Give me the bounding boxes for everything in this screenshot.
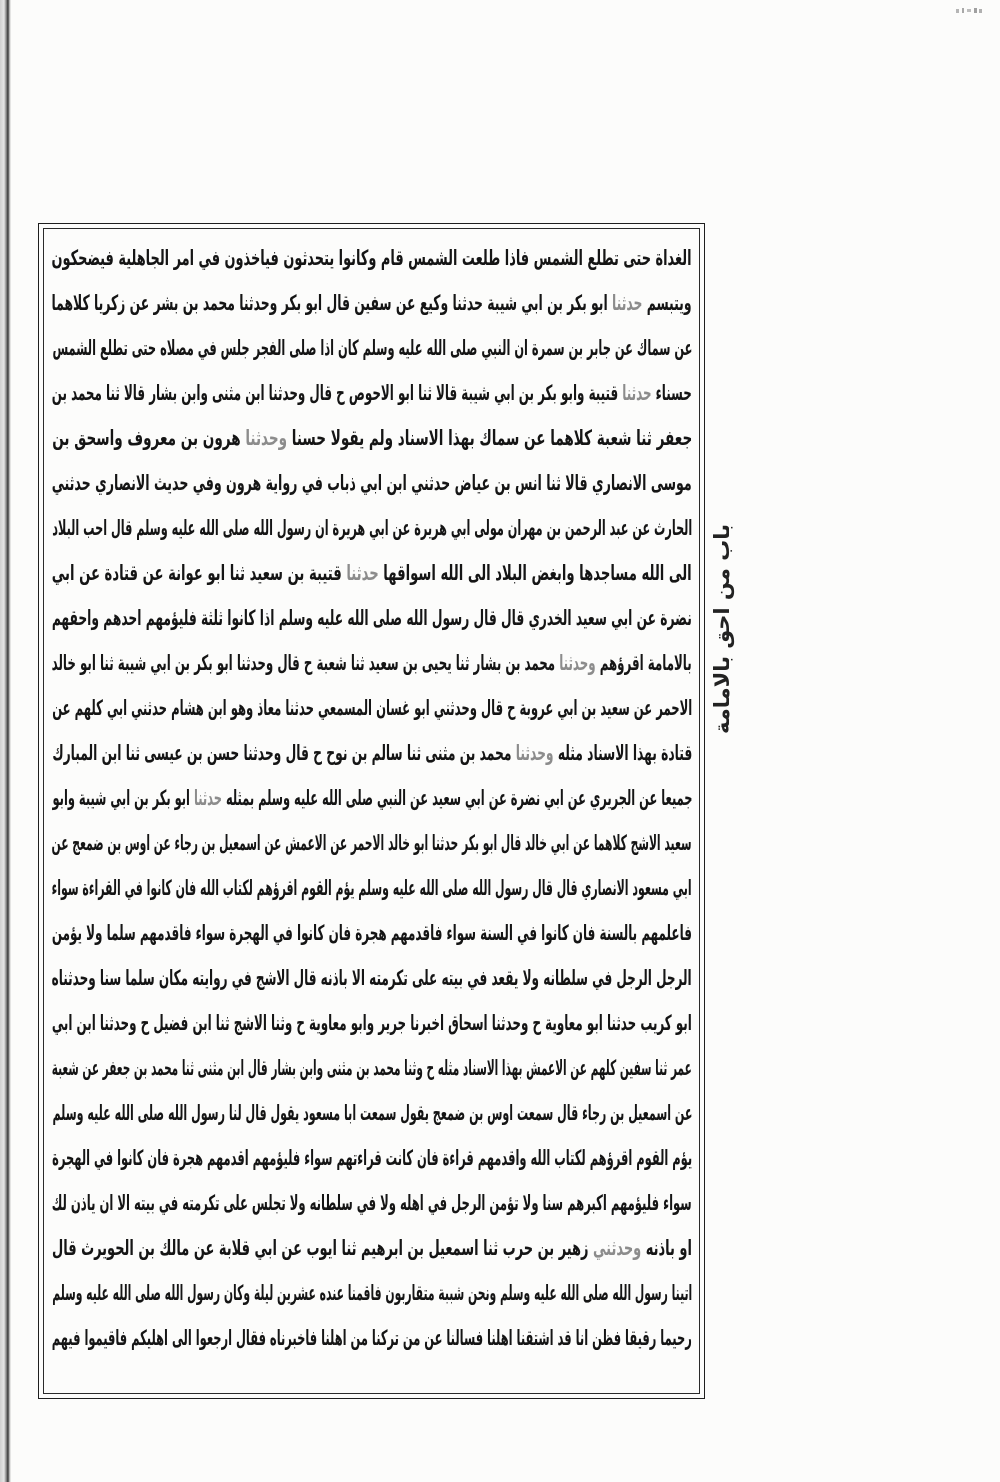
text-line-content [52,236,692,281]
text-run: قتيبة وابو بكر بن ابي شيبة قالا ثنا ابو الاحوص ح قال وحدثنا ابن مثنى وابن بشار قالا ثنا محمد بن [52,381,623,405]
text-line [52,1001,692,1046]
text-line-content [52,1181,692,1226]
text-run: سواء فليؤمهم اكبرهم سنا ولا تؤمن الرجل في اهله ولا في سلطانه ولا تجلس على تكرمته في بيته الا ان ياذن لك [52,1191,692,1215]
text-line-content [52,596,692,641]
text-line [52,596,692,641]
text-line-content [52,686,692,731]
text-line-content [52,641,692,686]
text-line-content [52,731,692,776]
text-line-content [52,866,692,911]
text-run: قتادة بهذا الاسناد مثله [553,741,692,765]
text-line [52,371,692,416]
text-line-content [52,371,692,416]
text-run: جعفر ثنا شعبة كلاهما عن سماك بهذا الاسناد ولم يقولا حسنا [286,426,692,450]
text-line-content [52,506,692,551]
text-run: محمد بن مثنى ثنا سالم بن نوح ح قال وحدثنا حسن بن عيسى ثنا ابن المبارك [52,741,516,765]
text-run: فاعلمهم بالسنة فان كانوا في السنة سواء فاقدمهم هجرة فان كانوا في الهجرة سواء فاقدمهم سلما ولا يؤمن [52,921,692,945]
text-line [52,956,692,1001]
text-run: عن اسمعيل بن رجاء قال سمعت اوس بن ضمعج يقول سمعت ابا مسعود يقول قال لنا رسول الله صلى الله عليه وسلم [52,1101,692,1125]
text-line [52,1091,692,1136]
text-line [52,731,692,776]
margin-note-text: باب من احق بالامامة [710,524,734,734]
text-line [52,866,692,911]
text-line [52,686,692,731]
text-run: ابو بكر بن ابي شيبة حدثنا وكيع عن سفين قال ابو بكر وحدثنا محمد بن بشر عن زكريا كلاهما [52,291,613,315]
text-line-content [52,956,692,1001]
text-line [52,1181,692,1226]
text-line-content [52,821,692,866]
text-line-content [52,416,692,461]
text-run: قتيبة بن سعيد ثنا ابو عوانة عن قتادة عن ابي [52,561,347,585]
text-run: عمر ثنا سفين كلهم عن الاعمش بهذا الاسناد مثله ح وثنا محمد بن مثنى وابن بشار قال ابن مثنى ثنا محمد بن جعفر عن شعبة [52,1056,692,1080]
text-line-content [52,1001,692,1046]
text-run: محمد بن بشار ثنا يحيى بن سعيد ثنا شعبة ح قال وحدثنا ابو بكر بن ابي شيبة ثنا ابو خالد [52,651,560,675]
corner-mark [954,5,984,17]
text-run: الرجل الرجل في سلطانه ولا يقعد في بيته على تكرمته الا باذنه قال الاشج في روايته مكان سلما سنا وحدثناه [52,966,692,990]
text-run: رحيما رقيقا فظن انا قد اشتقنا اهلنا فسالنا عن من تركنا من اهلنا فاخبرناه فقال ارجعوا الى اهليكم فاقيموا فيهم [52,1326,692,1350]
text-line [52,641,692,686]
margin-note [705,521,739,737]
text-line-content [52,1316,692,1361]
text-line [52,1136,692,1181]
rubric-word: وحدثنا [515,741,554,765]
text-line [52,236,692,281]
text-run: بالامامة اقرؤهم [595,651,692,675]
rubric-word: وحدثنا [559,651,596,675]
text-line [52,1271,692,1316]
text-line-content [52,1046,692,1091]
text-run: ابو كريب حدثنا ابو معاوية ح وحدثنا اسحاق اخبرنا جرير وابو معاوية ح وثنا الاشج ثنا ابن فضيل ح وحدثنا ابن ابي [52,1011,692,1035]
text-line-content [52,776,692,821]
text-block [52,236,692,1361]
text-line [52,281,692,326]
text-run: الحارث عن عبد الرحمن بن مهران مولى ابي هريرة عن ابي هريرة ان رسول الله صلى الله عليه وسلم قال احب البلاد [52,516,692,540]
text-run: ابي مسعود الانصاري قال قال رسول الله صلى الله عليه وسلم يؤم القوم اقرؤهم لكتاب الله فان كانوا في القراءة سواء [52,876,692,900]
text-line [52,551,692,596]
rubric-word: حدثنا [346,561,380,585]
text-run: نضرة عن ابي سعيد الخدري قال قال رسول الله صلى الله عليه وسلم اذا كانوا ثلثة فليؤمهم احدهم واحقهم [52,606,692,630]
text-line-content [52,1271,692,1316]
text-line [52,461,692,506]
rubric-word: حدثنا [612,291,643,315]
text-line-content [52,461,692,506]
text-run: حسناء [651,381,692,405]
text-line-content [52,326,692,371]
text-run: جميعا عن الجريري عن ابي نضرة عن ابي سعيد عن النبي صلى الله عليه وسلم بمثله [221,786,693,810]
text-run: او باذنه [641,1236,692,1260]
text-run: سعيد الاشج كلاهما عن ابي خالد قال ابو بكر حدثنا ابو خالد الاحمر عن الاعمش عن اسمعيل بن رجاء عن اوس بن ضمعج عن [51,831,692,855]
rubric-word: وحدثني [593,1236,642,1260]
text-run: موسى الانصاري قالا ثنا انس بن عياض حدثني ابن ابي ذباب في رواية هرون وفي حديث الانصاري حدثني [51,471,692,495]
text-run: يؤم القوم اقرؤهم لكتاب الله واقدمهم قراءة فان كانت قراءتهم سواء فليؤمهم اقدمهم هجرة فان كانوا في الهجرة [52,1146,692,1170]
text-line [52,821,692,866]
text-line-content [52,281,692,326]
text-run: ابو بكر بن ابي شيبة وابو [51,786,194,810]
text-run: هرون بن معروف واسحق بن [52,426,246,450]
text-line [52,1316,692,1361]
text-line-content [52,1136,692,1181]
text-line [52,911,692,956]
text-line [52,506,692,551]
text-run: ويتبسم [642,291,692,315]
rubric-word: وحدثنا [245,426,287,450]
text-line-content [52,1091,692,1136]
rubric-word: حدثنا [622,381,652,405]
text-line [52,776,692,821]
text-line [52,326,692,371]
text-line [52,1226,692,1271]
text-line-content [52,551,692,596]
text-run: الاحمر عن سعيد بن ابي عروبة ح قال وحدثني ابو غسان المسمعي حدثنا معاذ وهو ابن هشام حدثني ابي كلهم عن [52,696,692,720]
text-line [52,416,692,461]
text-run: الى الله مساجدها وابغض البلاد الى الله اسواقها [379,561,692,585]
text-run: الغداة حتى تطلع الشمس فاذا طلعت الشمس قام وكانوا يتحدثون فياخذون في امر الجاهلية فيضحكون [52,246,692,270]
text-line-content [52,911,692,956]
text-run: عن سماك عن جابر بن سمرة ان النبي صلى الله عليه وسلم كان اذا صلى الفجر جلس في مصلاه حتى تطلع الشمس [52,336,692,360]
text-line-content [52,1226,692,1271]
text-run: زهير بن حرب ثنا اسمعيل بن ابرهيم ثنا ايوب عن ابي قلابة عن مالك بن الحويرث قال [52,1236,594,1260]
text-line [52,1046,692,1091]
rubric-word: حدثنا [193,786,222,810]
text-run: اتينا رسول الله صلى الله عليه وسلم ونحن شببة متقاربون فاقمنا عنده عشرين ليلة وكان رسول الله صلى الله عليه وسلم [52,1281,692,1305]
